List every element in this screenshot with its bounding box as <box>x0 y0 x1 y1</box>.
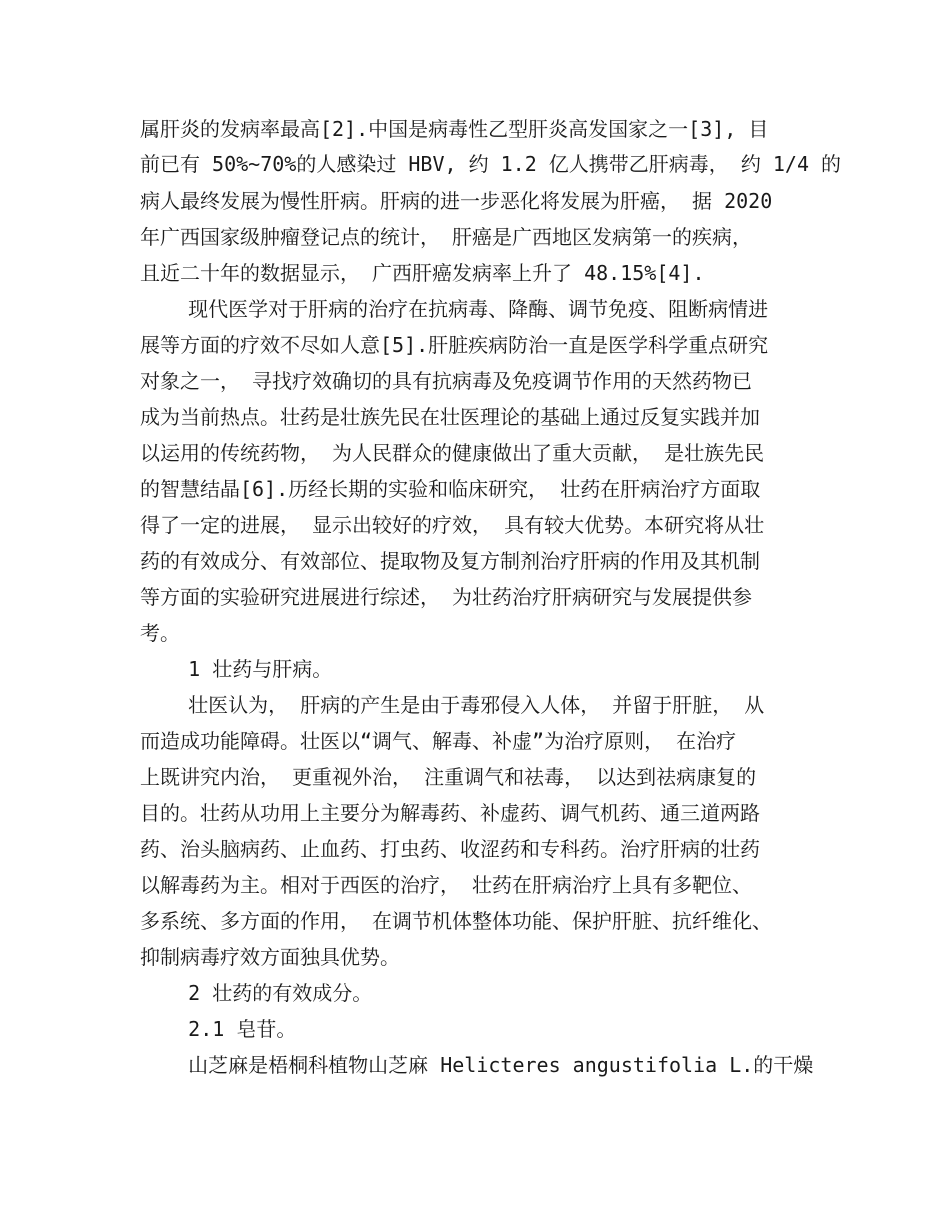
text-line: 年广西国家级肿瘤登记点的统计， 肝癌是广西地区发病第一的疾病， <box>140 225 753 249</box>
text-line: 且近二十年的数据显示， 广西肝癌发病率上升了 48.15%[4]. <box>140 261 705 285</box>
subsection-heading: 2.1 皂苷。 <box>140 1017 297 1041</box>
text-line: 目的。壮药从功用上主要分为解毒药、补虚药、调气机药、通三道两路 <box>140 801 760 825</box>
text-line: 壮医认为， 肝病的产生是由于毒邪侵入人体， 并留于肝脏， 从 <box>140 693 765 717</box>
text-line: 药、治头脑病药、止血药、打虫药、收涩药和专科药。治疗肝病的壮药 <box>140 837 760 861</box>
text-line: 属肝炎的发病率最高[2].中国是病毒性乙型肝炎高发国家之一[3], 目 <box>140 117 769 141</box>
text-line: 抑制病毒疗效方面独具优势。 <box>140 945 400 969</box>
text-line: 而造成功能障碍。壮医以“调气、解毒、补虚”为治疗原则， 在治疗 <box>140 729 737 753</box>
text-line: 以运用的传统药物， 为人民群众的健康做出了重大贡献， 是壮族先民 <box>140 441 765 465</box>
text-line: 山芝麻是梧桐科植物山芝麻 Helicteres angustifolia L.的干燥 <box>140 1053 814 1077</box>
text-line: 对象之一， 寻找疗效确切的具有抗病毒及免疫调节作用的天然药物已 <box>140 369 753 393</box>
text-line: 展等方面的疗效不尽如人意[5].肝脏疾病防治一直是医学科学重点研究 <box>140 333 769 357</box>
text-line: 以解毒药为主。相对于西医的治疗， 壮药在肝病治疗上具有多靶位、 <box>140 873 753 897</box>
text-line: 多系统、多方面的作用， 在调节机体整体功能、保护肝脏、抗纤维化、 <box>140 909 773 933</box>
section-heading: 2 壮药的有效成分。 <box>140 981 373 1005</box>
text-line: 等方面的实验研究进展进行综述， 为壮药治疗肝病研究与发展提供参 <box>140 585 753 609</box>
text-line: 现代医学对于肝病的治疗在抗病毒、降酶、调节免疫、阻断病情进 <box>140 297 769 321</box>
text-line: 的智慧结晶[6].历经长期的实验和临床研究， 壮药在肝病治疗方面取 <box>140 477 761 501</box>
section-heading: 1 壮药与肝病。 <box>140 657 333 681</box>
text-line: 成为当前热点。壮药是壮族先民在壮医理论的基础上通过反复实践并加 <box>140 405 760 429</box>
text-line: 病人最终发展为慢性肝病。肝病的进一步恶化将发展为肝癌， 据 2020 <box>140 189 773 213</box>
text-line: 上既讲究内治， 更重视外治， 注重调气和祛毒， 以达到祛病康复的 <box>140 765 757 789</box>
text-line: 药的有效成分、有效部位、提取物及复方制剂治疗肝病的作用及其机制 <box>140 549 760 573</box>
text-line: 考。 <box>140 621 180 645</box>
text-line: 得了一定的进展， 显示出较好的疗效， 具有较大优势。本研究将从壮 <box>140 513 765 537</box>
text-line: 前已有 50%~70%的人感染过 HBV, 约 1.2 亿人携带乙肝病毒， 约 1/4 的 <box>140 152 842 176</box>
